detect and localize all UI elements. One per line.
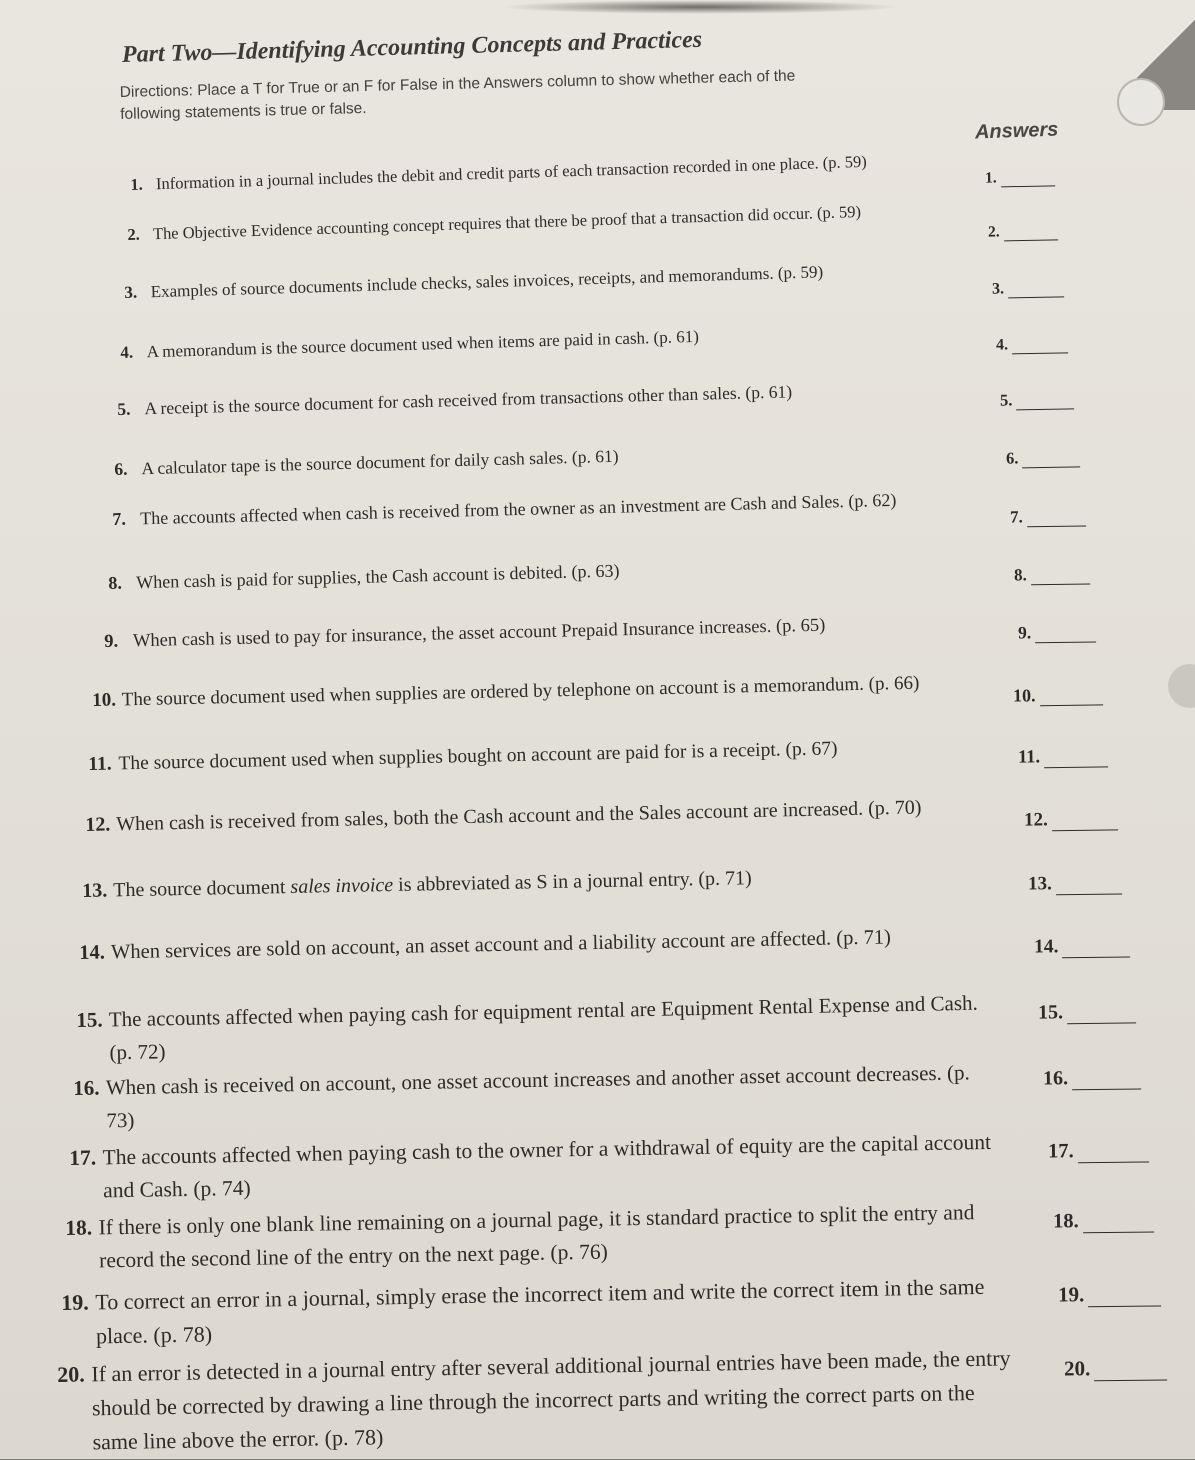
answer-blank[interactable] — [1016, 389, 1074, 410]
answer-blank[interactable] — [1000, 167, 1054, 187]
answer-slot — [1010, 505, 1086, 527]
answer-slot — [1043, 1065, 1141, 1090]
directions-text: Place a T for True or an F for False in the Answers column to show whether each of the following statements is true or false. — [120, 67, 796, 123]
question-text: The accounts affected when cash is received from the owner as an investment are Cash and Sales. (p. 62) — [139, 489, 897, 529]
answer-slot — [985, 167, 1055, 187]
question-item — [92, 668, 967, 716]
answer-number: 6. — [1005, 448, 1019, 468]
question-text: When cash is paid for supplies, the Cash account is debited. (p. 63) — [135, 560, 620, 593]
answer-slot — [1018, 621, 1096, 643]
question-number: 4. — [120, 342, 134, 362]
answer-blank[interactable] — [1022, 447, 1080, 468]
page-title: Part Two—Identifying Accounting Concepts and Practices — [121, 26, 703, 68]
question-number: 12. — [85, 813, 111, 836]
answer-blank[interactable] — [1072, 1065, 1141, 1090]
question-item — [76, 986, 989, 1069]
question-text: If an error is detected in a journal entry after several additional journal entries have been made, the entry should be corrected by drawing a line through the incorrect parts and writing the correct parts on the same line above the error. (p. 78) — [91, 1345, 1011, 1455]
question-number: 17. — [69, 1145, 97, 1170]
answer-slot — [1024, 807, 1118, 831]
question-text: Information in a journal includes the debit and credit parts of each transaction recorded in one place. (p. 59) — [155, 151, 867, 194]
answer-blank[interactable] — [1027, 505, 1086, 527]
answer-blank[interactable] — [1052, 807, 1118, 831]
question-text: The source document used when supplies bought on account are paid for is a receipt. (p. 67) — [118, 738, 838, 775]
answer-number: 10. — [1012, 685, 1036, 706]
question-text: The source document used when supplies are ordered by telephone on account is a memorandum. (p. 66) — [121, 672, 920, 711]
question-text: To correct an error in a journal, simply erase the incorrect item and write the correct item in the same place. (p. 78) — [95, 1273, 985, 1349]
answer-slot — [1014, 563, 1090, 585]
question-number: 3. — [124, 282, 138, 302]
question-text: A receipt is the source document for cash received from transactions other than sales. (p. 61) — [144, 381, 793, 419]
answer-blank[interactable] — [1056, 871, 1122, 895]
answer-number: 4. — [995, 336, 1009, 354]
answer-number: 20. — [1063, 1356, 1091, 1381]
answer-blank[interactable] — [1031, 563, 1090, 585]
answer-number: 18. — [1052, 1210, 1079, 1233]
answer-slot — [1018, 745, 1108, 768]
answer-number: 2. — [987, 223, 1000, 241]
answer-number: 12. — [1023, 809, 1048, 831]
question-text: When cash is used to pay for insurance, the asset account Prepaid Insurance increases. (p. 65) — [132, 615, 826, 652]
question-text: A memorandum is the source document used when items are paid in cash. (p. 61) — [146, 326, 700, 362]
directions — [119, 64, 860, 126]
question-item — [73, 1056, 994, 1137]
question-number: 18. — [65, 1215, 93, 1240]
question-item — [117, 374, 947, 423]
question-text: The accounts affected when paying cash to the owner for a withdrawal of equity are the capital account and Cash. (p. 74) — [102, 1129, 992, 1203]
answer-number: 17. — [1047, 1140, 1074, 1163]
question-item — [112, 485, 952, 533]
answer-blank[interactable] — [1035, 621, 1096, 643]
answer-slot — [1064, 1355, 1168, 1381]
answer-slot — [1053, 1207, 1154, 1233]
directions-label: Directions: — [119, 82, 194, 102]
answer-blank[interactable] — [1044, 745, 1108, 768]
question-text: When cash is received on account, one asset account increases and another asset account decreases. (p. 73) — [105, 1060, 971, 1132]
question-item — [61, 1269, 1009, 1354]
answer-slot — [1048, 1137, 1149, 1163]
question-item — [85, 791, 975, 841]
question-text: When services are sold on account, an asset account and a liability account are affected. (p. 71) — [110, 926, 892, 964]
answer-number: 14. — [1033, 936, 1059, 958]
question-text — [82, 859, 982, 907]
answer-number: 7. — [1009, 507, 1023, 527]
question-item — [124, 256, 936, 306]
answer-blank[interactable] — [1082, 1207, 1153, 1233]
answer-blank[interactable] — [1077, 1137, 1148, 1163]
question-number: 7. — [112, 508, 127, 529]
question-number: 2. — [127, 224, 141, 244]
answer-slot — [1058, 1281, 1162, 1307]
question-item — [120, 317, 930, 366]
question-text: The accounts affected when paying cash for equipment rental are Equipment Rental Expense and Cash. (p. 72) — [108, 990, 978, 1064]
question-number: 16. — [73, 1075, 100, 1100]
question-number: 20. — [57, 1361, 86, 1387]
answer-blank[interactable] — [1088, 1281, 1161, 1307]
question-text: The Objective Evidence accounting concept requires that there be proof that a transaction did occur. (p. 59) — [152, 201, 862, 244]
question-number: 10. — [92, 689, 117, 711]
answer-slot — [996, 333, 1068, 354]
question-item — [69, 1126, 1000, 1209]
question-number: 11. — [88, 753, 112, 775]
answer-slot — [1000, 389, 1075, 410]
answer-slot — [992, 277, 1064, 298]
answers-column-header: Answers — [974, 118, 1059, 144]
question-text: When cash is received from sales, both the Cash account and the Sales account are increased. (p. 70) — [116, 796, 922, 836]
question-text-part: The source document — [113, 876, 291, 902]
answer-blank[interactable] — [1008, 277, 1064, 298]
question-number: 13. — [82, 879, 108, 902]
answer-number: 16. — [1042, 1067, 1069, 1090]
question-item — [65, 1196, 1003, 1279]
question-number: 9. — [104, 631, 119, 652]
question-number: 6. — [114, 458, 128, 479]
answer-slot — [1034, 933, 1131, 958]
question-number: 5. — [117, 398, 131, 419]
answer-number: 19. — [1057, 1282, 1085, 1307]
answer-slot — [988, 221, 1058, 241]
question-text: If there is only one blank line remaining on a journal page, it is standard practice to split the entry and record the second line of the entry on the next page. (p. 76) — [98, 1200, 975, 1273]
answer-number: 13. — [1027, 873, 1052, 895]
question-item — [127, 197, 932, 248]
question-item — [130, 147, 930, 198]
answer-number: 11. — [1017, 747, 1041, 768]
answer-slot — [1038, 999, 1136, 1024]
answer-blank[interactable] — [1094, 1355, 1167, 1381]
question-text: A calculator tape is the source document for daily cash sales. (p. 61) — [141, 445, 619, 479]
question-item — [57, 1341, 1014, 1460]
answer-number: 3. — [991, 280, 1005, 298]
binder-hole — [1117, 78, 1165, 126]
question-number: 1. — [130, 174, 144, 194]
answer-slot — [1013, 683, 1103, 706]
question-item — [88, 731, 973, 780]
question-number: 19. — [61, 1289, 90, 1315]
page-shadow — [500, 0, 900, 14]
answer-blank[interactable] — [1039, 683, 1102, 706]
answer-slot — [1028, 871, 1122, 895]
question-item — [114, 434, 944, 483]
answer-blank[interactable] — [1067, 999, 1136, 1024]
question-number: 15. — [76, 1007, 103, 1032]
answer-number: 9. — [1017, 622, 1032, 643]
question-item — [108, 549, 948, 597]
answer-blank[interactable] — [1012, 333, 1068, 354]
question-item — [79, 921, 984, 970]
answer-blank[interactable] — [1062, 933, 1130, 958]
question-number: 8. — [108, 572, 123, 593]
question-text-italic: sales invoice — [290, 874, 394, 898]
answer-number: 5. — [999, 390, 1013, 410]
question-text-part: is abbreviated as S in a journal entry. (p. 71) — [392, 867, 752, 897]
question-item — [104, 609, 959, 657]
answer-number: 15. — [1037, 1001, 1064, 1024]
binder-hole — [1168, 664, 1195, 708]
answer-blank[interactable] — [1003, 221, 1057, 241]
answer-number: 1. — [984, 169, 997, 187]
answer-slot — [1006, 447, 1081, 468]
answer-number: 8. — [1013, 565, 1027, 585]
question-number: 14. — [79, 941, 106, 964]
question-item — [82, 859, 982, 907]
question-text: Examples of source documents include checks, sales invoices, receipts, and memorandums. (p. 59) — [150, 262, 824, 302]
